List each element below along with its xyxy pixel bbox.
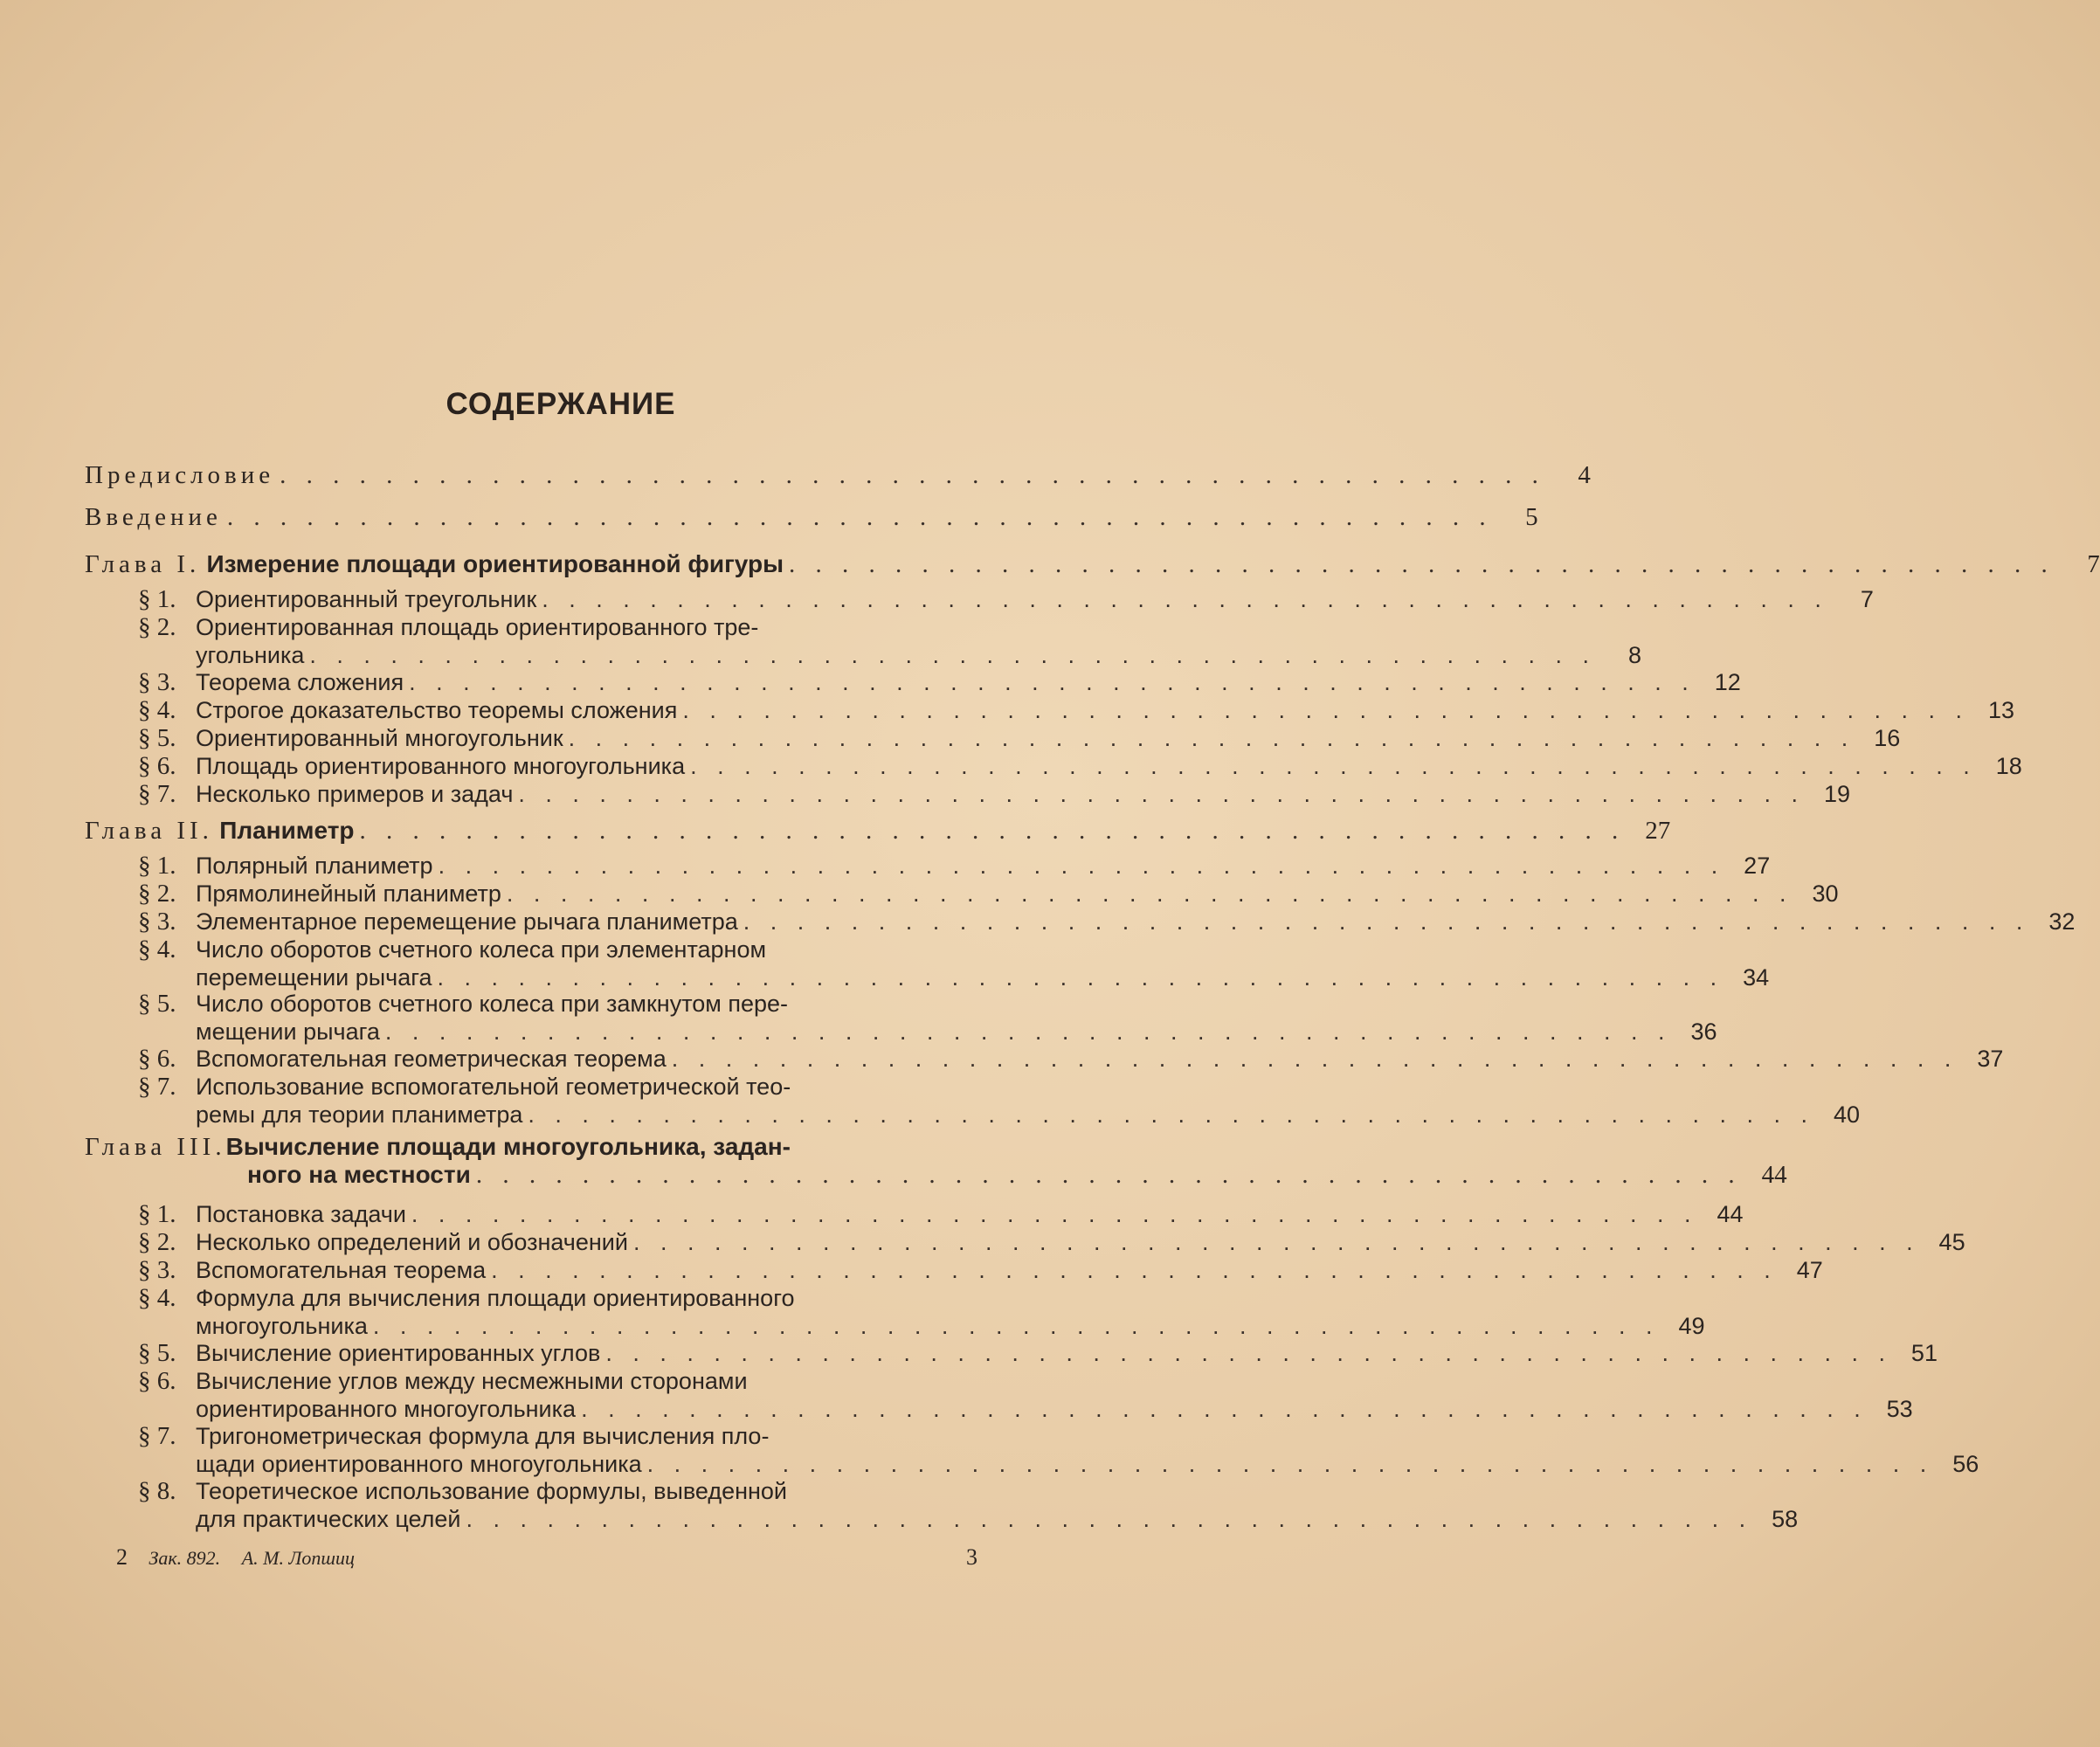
- section-title: Несколько примеров и задач: [196, 781, 514, 807]
- toc-page-number: 4: [1578, 461, 1591, 489]
- section-entry: [138, 1045, 2004, 1073]
- leader-dots: . . . . . . . . . . . . . . . . . . . . . . . . . . . . . . . . . . . . . . . . . . . . . . . .: [491, 1257, 1778, 1283]
- section-entry: [138, 908, 2076, 936]
- section-entry: [138, 990, 1717, 1046]
- toc-page-number: 53: [1886, 1396, 1913, 1422]
- toc-line: [138, 963, 1770, 991]
- toc-page-number: 13: [1987, 697, 2015, 723]
- section-label-group: [138, 1045, 667, 1073]
- section-label-group: [138, 1228, 628, 1256]
- section-title-continued: многоугольника: [196, 1313, 368, 1339]
- section-number: § 2.: [138, 613, 176, 641]
- toc-page-number: 58: [1772, 1506, 1799, 1532]
- section-title-continued: щади ориентированного многоугольника: [196, 1451, 642, 1477]
- leader-dots: . . . . . . . . . . . . . . . . . . . . . . . . . . . . . . . . . . . . . . . . . . . . . . . .: [411, 1201, 1698, 1227]
- section-entry: [138, 1367, 1913, 1423]
- section-label-group: [138, 908, 738, 936]
- order-number: Зак. 892.: [149, 1547, 221, 1569]
- section-label-group: [138, 880, 501, 908]
- leader-dots: . . . . . . . . . . . . . . . . . . . . . . . . . . . . . . . . . . . . . . . . . . . . . . . .: [466, 1506, 1753, 1532]
- toc-line: [138, 908, 2076, 936]
- section-number: § 4.: [138, 1284, 176, 1312]
- section-number: § 5.: [138, 724, 176, 752]
- section-number: § 7.: [138, 1422, 176, 1450]
- section-title: Площадь ориентированного многоугольника: [196, 753, 686, 779]
- section-title: Число оборотов счетного колеса при замкнутом пере-: [196, 991, 788, 1017]
- leader-dots: . . . . . . . . . . . . . . . . . . . . . . . . . . . . . . . . . . . . . . . . . . . . . . . .: [568, 725, 1855, 751]
- section-title: Число оборотов счетного колеса при элементарном: [196, 936, 767, 963]
- section-label-group: [138, 724, 563, 752]
- section-first-line: [138, 1477, 977, 1505]
- leader-dots: . . . . . . . . . . . . . . . . . . . . . . . . . . . . . . . . . . . . . . . . . . . . . . . .: [581, 1396, 1868, 1422]
- toc-line: [138, 1045, 2004, 1073]
- section-entry: [138, 880, 1839, 908]
- toc-page-number: 12: [1714, 669, 1741, 695]
- leader-dots: . . . . . . . . . . . . . . . . . . . . . . . . . . . . . . . . . . . . . . . . . . . . . . . .: [384, 1019, 1672, 1045]
- toc-line: [138, 1228, 1965, 1256]
- toc-page-number: 27: [1744, 853, 1771, 879]
- toc-page-number: 16: [1874, 725, 1901, 751]
- toc-page-number: 5: [1525, 503, 1538, 531]
- section-entry: [138, 1422, 1979, 1478]
- toc-page-number: 37: [1977, 1046, 2004, 1072]
- toc-line: [138, 780, 1851, 808]
- section-label-group: [138, 780, 513, 808]
- section-number: § 6.: [138, 752, 176, 780]
- section-title-continued: для практических целей: [196, 1506, 461, 1532]
- toc-line: [138, 852, 1771, 880]
- toc-page-number: 44: [1717, 1201, 1744, 1227]
- section-title-continued: угольника: [196, 642, 305, 668]
- section-title: Элементарное перемещение рычага планиметра: [196, 908, 738, 935]
- section-entry: [138, 724, 1901, 752]
- chapter-heading: [85, 817, 1671, 845]
- section-title: Вспомогательная теорема: [196, 1257, 487, 1283]
- section-title: Ориентированный треугольник: [196, 586, 537, 612]
- section-number: § 7.: [138, 780, 176, 808]
- section-title: Постановка задачи: [196, 1201, 406, 1227]
- section-title-continued: ремы для теории планиметра: [196, 1101, 523, 1128]
- toc-line: [138, 880, 1839, 908]
- section-label-group: [138, 1256, 486, 1284]
- page-number: 3: [966, 1544, 977, 1570]
- section-number: § 4.: [138, 696, 176, 724]
- section-label-group: [138, 752, 685, 780]
- chapter-title-line: [85, 1133, 977, 1161]
- page-footer: [116, 1544, 977, 1571]
- leader-dots: . . . . . . . . . . . . . . . . . . . . . . . . . . . . . . . . . . . . . . . . . . . . . . . .: [690, 753, 1977, 779]
- toc-line: [138, 1395, 1913, 1423]
- leader-dots: . . . . . . . . . . . . . . . . . . . . . . . . . . . . . . . . . . . . . . . . . . . . . . . .: [438, 853, 1725, 879]
- section-title: Теорема сложения: [196, 669, 404, 695]
- section-title: Вычисление ориентированных углов: [196, 1340, 601, 1366]
- toc-entry-label: Предисловие: [85, 461, 275, 489]
- leader-dots: . . . . . . . . . . . . . . . . . . . . . . . . . . . . . . . . . . . . . . . . . . . . . . . .: [309, 642, 1597, 668]
- toc-line: [138, 724, 1901, 752]
- section-title: Прямолинейный планиметр: [196, 880, 501, 907]
- section-number: § 1.: [138, 852, 176, 880]
- section-title: Вычисление углов между несмежными сторонами: [196, 1368, 748, 1394]
- toc-page-number: 47: [1796, 1257, 1823, 1283]
- leader-dots: . . . . . . . . . . . . . . . . . . . . . . . . . . . . . . . . . . . . . . . . . . . . . . . .: [528, 1101, 1815, 1128]
- toc-line: [85, 461, 1591, 489]
- section-title: Использование вспомогательной геометрической тео-: [196, 1074, 791, 1100]
- chapter-heading: [85, 550, 2100, 578]
- section-entry: [138, 1477, 1799, 1533]
- leader-dots: . . . . . . . . . . . . . . . . . . . . . . . . . . . . . . . . . . . . . . . . . . . . . . . .: [372, 1313, 1660, 1339]
- section-number: § 2.: [138, 880, 176, 908]
- section-number: § 1.: [138, 585, 176, 613]
- section-title-continued: мещении рычага: [196, 1019, 380, 1045]
- chapter-title: Вычисление площади многоугольника, задан-: [225, 1133, 791, 1160]
- chapter-title: Измерение площади ориентированной фигуры: [206, 550, 784, 577]
- page-title: СОДЕРЖАНИЕ: [446, 387, 676, 421]
- section-title: Строгое доказательство теоремы сложения: [196, 697, 678, 723]
- chapter-title: Планиметр: [219, 817, 355, 844]
- leader-dots: . . . . . . . . . . . . . . . . . . . . . . . . . . . . . . . . . . . . . . . . . . . . . . . .: [671, 1046, 1958, 1072]
- section-number: § 5.: [138, 990, 176, 1018]
- section-number: § 6.: [138, 1045, 176, 1073]
- chapter-prefix: Глава I.: [85, 550, 201, 578]
- toc-page-number: 34: [1743, 964, 1770, 991]
- toc-page-number: 19: [1824, 781, 1851, 807]
- section-entry: [138, 1228, 1965, 1256]
- section-entry: [138, 752, 2022, 780]
- signature-mark: 2: [116, 1544, 128, 1570]
- chapter-title-continued: ного на местности: [247, 1161, 471, 1188]
- section-entry: [138, 1200, 1744, 1228]
- leader-dots: . . . . . . . . . . . . . . . . . . . . . . . . . . . . . . . . . . . . . . . . . . . . . . . .: [518, 781, 1806, 807]
- toc-line: [85, 550, 2100, 578]
- section-title: Тригонометрическая формула для вычисления пло-: [196, 1423, 770, 1449]
- section-entry: [138, 1339, 1938, 1367]
- chapter-heading: [85, 1133, 1787, 1189]
- section-number: § 3.: [138, 668, 176, 696]
- section-label-group: [138, 1339, 600, 1367]
- section-first-line: [138, 613, 977, 641]
- toc-page-number: 40: [1833, 1101, 1861, 1128]
- toc-line: [138, 1312, 1705, 1340]
- leader-dots: . . . . . . . . . . . . . . . . . . . . . . . . . . . . . . . . . . . . . . . . . . . . . . . .: [437, 964, 1724, 991]
- leader-dots: . . . . . . . . . . . . . . . . . . . . . . . . . . . . . . . . . . . . . . . . . . . . . . . .: [542, 586, 1828, 612]
- section-title: Теоретическое использование формулы, выведенной: [196, 1478, 788, 1504]
- section-first-line: [138, 1367, 977, 1395]
- section-title: Полярный планиметр: [196, 853, 433, 879]
- toc-line: [138, 668, 1741, 696]
- section-first-line: [138, 1422, 977, 1450]
- section-label-group: [138, 1200, 406, 1228]
- section-number: § 2.: [138, 1228, 176, 1256]
- toc-page-number: 7: [1860, 586, 1874, 612]
- leader-dots: . . . . . . . . . . . . . . . . . . . . . . . . . . . . . . . . . . . . . . . . . . . . . . . .: [359, 817, 1626, 845]
- toc-line: [138, 1450, 1979, 1478]
- toc-line: [138, 1200, 1744, 1228]
- chapter-title-group: [85, 817, 355, 845]
- section-entry: [138, 852, 1771, 880]
- section-label-group: [138, 852, 433, 880]
- section-label-group: [138, 696, 677, 724]
- toc-line: [85, 1161, 1787, 1189]
- section-title: Несколько определений и обозначений: [196, 1229, 628, 1255]
- toc-line: [138, 1505, 1799, 1533]
- toc-page-number: 56: [1952, 1451, 1979, 1477]
- toc-line: [85, 503, 1538, 531]
- toc-entry-front: [85, 503, 1538, 531]
- toc-page-number: 7: [2087, 550, 2100, 578]
- section-title-continued: перемещении рычага: [196, 964, 432, 991]
- leader-dots: . . . . . . . . . . . . . . . . . . . . . . . . . . . . . . . . . . . . . . . . . . . . . . . .: [682, 697, 1970, 723]
- leader-dots: . . . . . . . . . . . . . . . . . . . . . . . . . . . . . . . . . . . . . . . . . . . . . . . .: [789, 550, 2055, 578]
- toc-line: [138, 641, 1642, 669]
- section-first-line: [138, 1284, 977, 1312]
- leader-dots: . . . . . . . . . . . . . . . . . . . . . . . . . . . . . . . . . . . . . . . . . . . . . . . .: [409, 669, 1696, 695]
- section-first-line: [138, 990, 977, 1018]
- toc-page-number: 44: [1761, 1161, 1787, 1189]
- section-number: § 3.: [138, 908, 176, 936]
- chapter-title-group: [85, 550, 784, 578]
- section-title: Ориентированная площадь ориентированного тре-: [196, 614, 759, 640]
- section-first-line: [138, 936, 977, 963]
- section-number: § 3.: [138, 1256, 176, 1284]
- section-label-group: [138, 585, 536, 613]
- leader-dots: . . . . . . . . . . . . . . . . . . . . . . . . . . . . . . . . . . . . . . . . . . . . . . . .: [226, 503, 1493, 531]
- section-entry: [138, 668, 1741, 696]
- section-entry: [138, 1073, 1861, 1129]
- toc-page-number: 45: [1938, 1229, 1965, 1255]
- section-title: Ориентированный многоугольник: [196, 725, 563, 751]
- printer-imprint: [116, 1544, 370, 1571]
- section-entry: [138, 585, 1874, 613]
- leader-dots: . . . . . . . . . . . . . . . . . . . . . . . . . . . . . . . . . . . . . . . . . . . . . . . .: [506, 880, 1793, 907]
- section-entry: [138, 696, 2015, 724]
- toc-line: [138, 1256, 1823, 1284]
- toc-line: [85, 817, 1671, 845]
- toc-page-number: 32: [2048, 908, 2076, 935]
- section-first-line: [138, 1073, 977, 1101]
- toc-page-number: 18: [1995, 753, 2022, 779]
- toc-page-number: 27: [1645, 817, 1671, 845]
- leader-dots: . . . . . . . . . . . . . . . . . . . . . . . . . . . . . . . . . . . . . . . . . . . . . . . .: [605, 1340, 1892, 1366]
- toc-entry-label: Введение: [85, 503, 222, 531]
- toc-line: [138, 585, 1874, 613]
- leader-dots: . . . . . . . . . . . . . . . . . . . . . . . . . . . . . . . . . . . . . . . . . . . . . . . .: [280, 461, 1545, 489]
- section-title: Вспомогательная геометрическая теорема: [196, 1046, 667, 1072]
- leader-dots: . . . . . . . . . . . . . . . . . . . . . . . . . . . . . . . . . . . . . . . . . . . . . . . .: [475, 1161, 1742, 1189]
- toc-page-number: 36: [1690, 1019, 1717, 1045]
- chapter-prefix: Глава II.: [85, 817, 213, 845]
- section-number: § 8.: [138, 1477, 176, 1505]
- toc-line: [138, 1339, 1938, 1367]
- toc-line: [138, 752, 2022, 780]
- toc-page-number: 51: [1910, 1340, 1938, 1366]
- section-number: § 7.: [138, 1073, 176, 1101]
- section-title-continued: ориентированного многоугольника: [196, 1396, 577, 1422]
- toc-line: [138, 1101, 1861, 1129]
- section-label-group: [138, 668, 404, 696]
- toc-page-number: 8: [1628, 642, 1642, 668]
- leader-dots: . . . . . . . . . . . . . . . . . . . . . . . . . . . . . . . . . . . . . . . . . . . . . . . .: [743, 908, 2030, 935]
- section-number: § 4.: [138, 936, 176, 963]
- section-entry: [138, 936, 1770, 991]
- section-number: § 5.: [138, 1339, 176, 1367]
- section-entry: [138, 780, 1851, 808]
- toc-page-number: 30: [1812, 880, 1839, 907]
- author-name: А. М. Лопшиц: [241, 1547, 355, 1569]
- toc-line: [138, 1018, 1717, 1046]
- section-title: Формула для вычисления площади ориентированного: [196, 1285, 795, 1311]
- toc-page-number: 49: [1678, 1313, 1705, 1339]
- leader-dots: . . . . . . . . . . . . . . . . . . . . . . . . . . . . . . . . . . . . . . . . . . . . . . . .: [646, 1451, 1934, 1477]
- toc-line: [138, 696, 2015, 724]
- section-number: § 1.: [138, 1200, 176, 1228]
- section-number: § 6.: [138, 1367, 176, 1395]
- section-entry: [138, 613, 1642, 669]
- section-entry: [138, 1256, 1823, 1284]
- chapter-prefix: Глава III.: [85, 1133, 226, 1161]
- toc-entry-front: [85, 461, 1591, 489]
- section-entry: [138, 1284, 1705, 1340]
- leader-dots: . . . . . . . . . . . . . . . . . . . . . . . . . . . . . . . . . . . . . . . . . . . . . . . .: [632, 1229, 1920, 1255]
